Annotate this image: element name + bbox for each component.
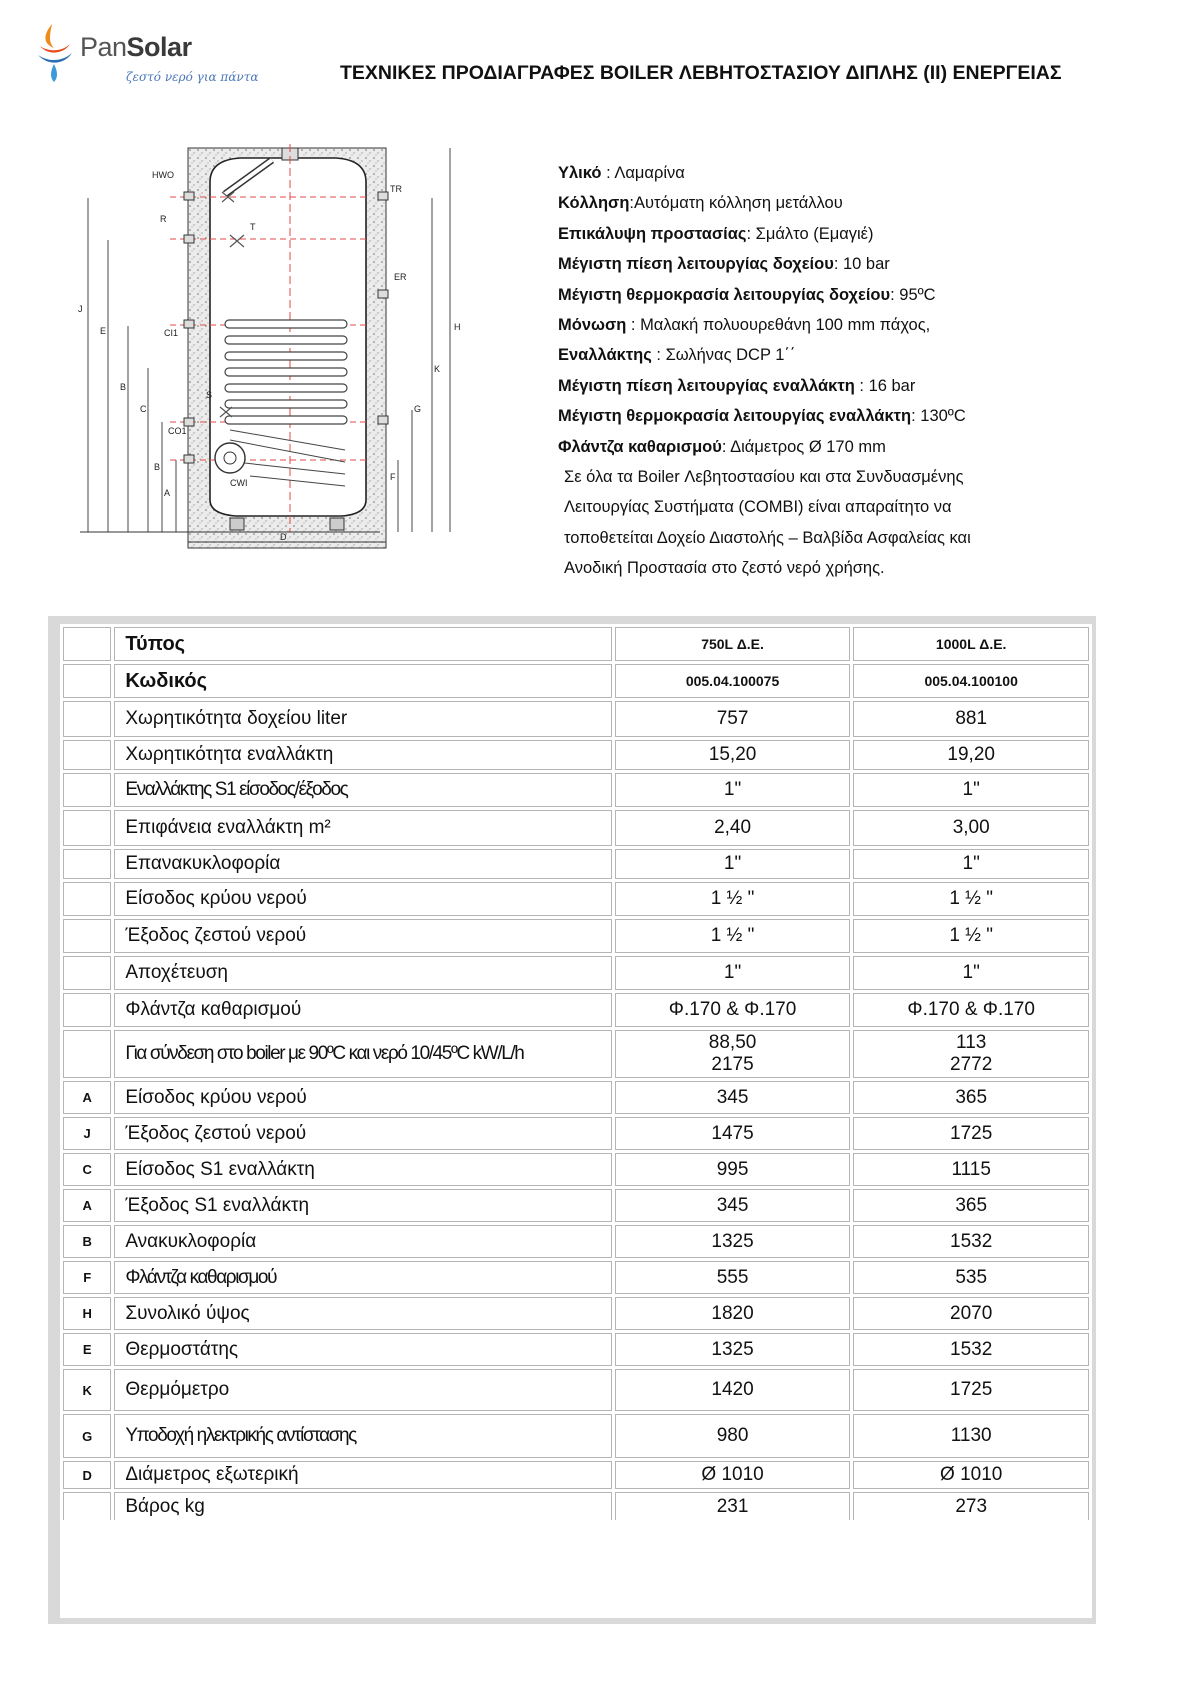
spec-tank-temperature: Μέγιστη θερμοκρασία λειτουργίας δοχείου: 95ºC [558,285,936,304]
row-label: Υποδοχή ηλεκτρικής αντίστασης [114,1414,611,1458]
spec-list [558,158,1118,584]
label-h: H [454,322,461,332]
row-label: Έξοδος ζεστού νερού [114,1117,611,1150]
row-value-750: 345 [615,1081,851,1114]
row-key: A [63,1189,111,1222]
row-label: Έξοδος S1 εναλλάκτη [114,1189,611,1222]
row-label: Επιφάνεια εναλλάκτη m² [114,810,611,846]
row-value-1000: 535 [853,1261,1089,1294]
row-key [63,849,111,879]
row-label: Συνολικό ύψος [114,1297,611,1330]
row-key [63,956,111,990]
table-row [63,1030,1089,1078]
row-value-1000: 1130 [853,1414,1089,1458]
table-row [63,701,1089,737]
row-key: E [63,1333,111,1366]
row-value-750: 1 ½ " [615,882,851,916]
table-row [63,956,1089,990]
row-label: Ανακυκλοφορία [114,1225,611,1258]
label-a: A [164,488,171,498]
label-co1: CO1 [168,426,187,436]
row-label: Έξοδος ζεστού νερού [114,919,611,953]
table-row [63,1153,1089,1186]
label-tr: TR [390,184,402,194]
spec-table-frame [48,616,1096,1624]
note-line-4: Ανοδική Προστασία στο ζεστό νερό χρήσης. [564,559,885,578]
spec-table [60,624,1092,1523]
spec-material: Υλικό : Λαμαρίνα [558,164,685,182]
row-value-1000: 113 2772 [853,1030,1089,1078]
row-key [63,919,111,953]
row-label: Χωρητικότητα δοχείου liter [114,701,611,737]
row-value-750: 757 [615,701,851,737]
row-label: Είσοδος S1 εναλλάκτη [114,1153,611,1186]
row-key: G [63,1414,111,1458]
table-row [63,1414,1089,1458]
spec-welding: Κόλληση:Αυτόματη κόλληση μετάλλου [558,194,843,213]
table-row [63,1189,1089,1222]
row-value-750: 1820 [615,1297,851,1330]
table-row [63,1117,1089,1150]
row-label: Φλάντζα καθαρισμού [114,1261,611,1294]
type-1000: 1000L Δ.Ε. [853,627,1089,661]
row-label: Χωρητικότητα εναλλάκτη [114,740,611,770]
row-value-1000: Ø 1010 [853,1461,1089,1489]
row-key [63,740,111,770]
type-label: Τύπος [114,627,611,661]
label-b-upper: B [120,382,127,392]
spec-coating: Επικάλυψη προστασίας: Σμάλτο (Εμαγιέ) [558,224,874,243]
row-value-1000: 881 [853,701,1089,737]
row-label: Εναλλάκτης S1 είσοδος/έξοδος [114,773,611,807]
spec-tank-pressure: Μέγιστη πίεση λειτουργίας δοχείου: 10 bar [558,255,890,274]
label-c: C [140,404,147,414]
label-hwo: HWO [152,170,174,180]
table-row [63,740,1089,770]
row-value-1000: 273 [853,1492,1089,1520]
table-row [63,993,1089,1027]
row-value-750: 88,50 2175 [615,1030,851,1078]
label-j: J [78,304,83,314]
row-key [63,664,111,698]
row-value-1000: 1725 [853,1117,1089,1150]
table-row [63,1081,1089,1114]
row-value-1000: 1" [853,849,1089,879]
row-value-1000: 1" [853,773,1089,807]
table-row [63,810,1089,846]
spec-exchanger-temperature: Μέγιστη θερμοκρασία λειτουργίας εναλλάκτη: 130ºC [558,407,966,426]
code-750: 005.04.100075 [615,664,851,698]
row-value-1000: 19,20 [853,740,1089,770]
logo-name: PanSolar [80,32,192,62]
row-value-1000: 1115 [853,1153,1089,1186]
spec-exchanger: Εναλλάκτης : Σωλήνας DCP 1΄΄ [558,346,796,365]
row-value-750: Ø 1010 [615,1461,851,1489]
boiler-diagram [60,140,520,595]
row-value-750: Φ.170 & Φ.170 [615,993,851,1027]
table-row [63,1261,1089,1294]
row-label: Θερμοστάτης [114,1333,611,1366]
row-key [63,1492,111,1520]
note-line-2: Λειτουργίας Συστήματα (COMBI) είναι απαραίτητο να [564,498,952,517]
label-t: T [250,222,256,232]
type-750: 750L Δ.Ε. [615,627,851,661]
row-value-750: 555 [615,1261,851,1294]
table-row [63,1297,1089,1330]
row-value-1000: 1 ½ " [853,919,1089,953]
row-value-750: 2,40 [615,810,851,846]
row-value-750: 1" [615,956,851,990]
note-line-1: Σε όλα τα Boiler Λεβητοστασίου και στα Συνδυασμένης [564,468,964,487]
row-value-1000: 2070 [853,1297,1089,1330]
label-r: R [160,214,167,224]
row-key: K [63,1369,111,1411]
row-key: F [63,1261,111,1294]
row-label: Θερμόμετρο [114,1369,611,1411]
spec-insulation: Μόνωση : Μαλακή πολυουρεθάνη 100 mm πάχος, [558,316,931,335]
label-cwi: CWI [230,478,248,488]
row-label: Βάρος kg [114,1492,611,1520]
label-e: E [100,326,107,336]
row-value-1000: 1532 [853,1333,1089,1366]
pansolar-logo [34,22,274,84]
row-key [63,701,111,737]
row-value-750: 15,20 [615,740,851,770]
label-b-lower: B [154,462,161,472]
table-row-code [63,664,1089,698]
row-value-750: 231 [615,1492,851,1520]
table-row [63,773,1089,807]
row-value-1000: 1532 [853,1225,1089,1258]
row-label: Επανακυκλοφορία [114,849,611,879]
row-value-1000: Φ.170 & Φ.170 [853,993,1089,1027]
code-label: Κωδικός [114,664,611,698]
row-value-1000: 1 ½ " [853,882,1089,916]
row-key [63,882,111,916]
flame-drop-icon [34,22,74,84]
row-value-750: 1" [615,773,851,807]
table-row [63,849,1089,879]
table-row [63,1461,1089,1489]
row-key [63,773,111,807]
row-key: B [63,1225,111,1258]
table-row [63,1492,1089,1520]
document-title: ΤΕΧΝΙΚΕΣ ΠΡΟΔΙΑΓΡΑΦΕΣ BOILER ΛΕΒΗΤΟΣΤΑΣΙΟΥ ΔΙΠΛΗΣ (ΙΙ) ΕΝΕΡΓΕΙΑΣ [340,62,1062,84]
row-key: A [63,1081,111,1114]
row-label: Είσοδος κρύου νερού [114,1081,611,1114]
row-value-1000: 1725 [853,1369,1089,1411]
row-value-1000: 365 [853,1081,1089,1114]
spec-flange: Φλάντζα καθαρισμού: Διάμετρος Ø 170 mm [558,437,886,456]
row-key [63,993,111,1027]
row-value-1000: 1" [853,956,1089,990]
label-s: S [206,390,213,400]
row-value-750: 995 [615,1153,851,1186]
label-d: D [280,532,287,542]
row-label: Διάμετρος εξωτερική [114,1461,611,1489]
note-line-3: τοποθετείται Δοχείο Διαστολής – Βαλβίδα Ασφαλείας και [564,528,971,547]
row-key [63,1030,111,1078]
label-k: K [434,364,441,374]
row-key: J [63,1117,111,1150]
row-value-750: 1325 [615,1333,851,1366]
row-key: H [63,1297,111,1330]
row-label: Φλάντζα καθαρισμού [114,993,611,1027]
row-value-1000: 365 [853,1189,1089,1222]
row-value-750: 1" [615,849,851,879]
row-key: D [63,1461,111,1489]
table-row [63,1225,1089,1258]
row-key: C [63,1153,111,1186]
row-value-750: 1 ½ " [615,919,851,953]
row-value-1000: 3,00 [853,810,1089,846]
row-label: Αποχέτευση [114,956,611,990]
label-g: G [414,404,422,414]
spec-exchanger-pressure: Μέγιστη πίεση λειτουργίας εναλλάκτη : 16 bar [558,376,916,395]
row-label: Για σύνδεση στο boiler με 90ºC και νερό 10/45ºC kW/L/h [114,1030,611,1078]
row-key [63,627,111,661]
table-row [63,919,1089,953]
label-f: F [390,472,396,482]
row-value-750: 1420 [615,1369,851,1411]
table-row-type [63,627,1089,661]
logo-tagline: ζεστό νερό για πάντα [126,70,259,84]
code-1000: 005.04.100100 [853,664,1089,698]
label-er: ER [394,272,407,282]
table-row [63,1333,1089,1366]
row-value-750: 345 [615,1189,851,1222]
label-ci1: CI1 [164,328,179,338]
row-value-750: 1325 [615,1225,851,1258]
row-value-750: 980 [615,1414,851,1458]
table-row [63,1369,1089,1411]
row-key [63,810,111,846]
row-label: Είσοδος κρύου νερού [114,882,611,916]
table-row [63,882,1089,916]
spec-table-panel [60,624,1092,1618]
row-value-750: 1475 [615,1117,851,1150]
